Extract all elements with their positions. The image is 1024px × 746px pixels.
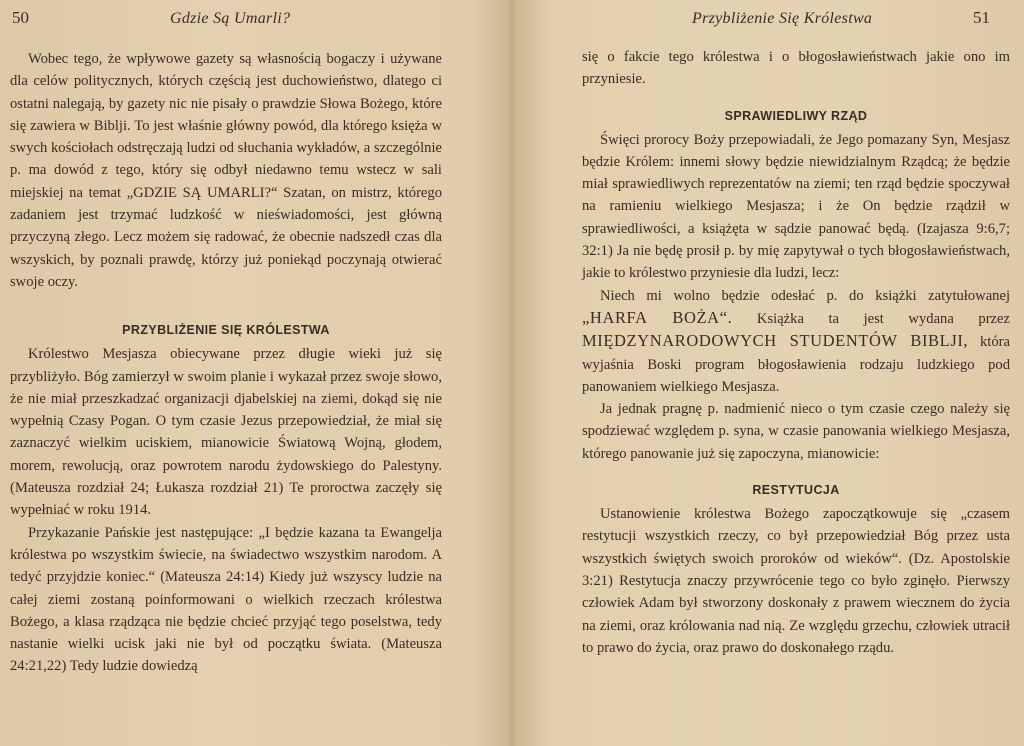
left-page-header bbox=[10, 0, 442, 36]
running-title: Przybliżenie Się Królestwa bbox=[692, 10, 873, 27]
right-page bbox=[524, 0, 1024, 746]
page-number: 50 bbox=[12, 8, 29, 27]
page-number: 51 bbox=[973, 8, 990, 27]
running-title: Gdzie Są Umarli? bbox=[170, 10, 291, 27]
paragraph: Wobec tego, że wpływowe gazety są własnością bogaczy i używane dla celów politycznych, których częścią jest duchowieństwo, dlatego ci ostatni nalegają, by gazety nic nie pisały o prawdzie Słowa Bożego, które się zawiera w Biblji. To jest właśnie główny powód, dla którego księża w swych kościołach odstręczają ludzi od słuchania wykładów, a szczególnie p. ma dowód z tego, który się odbył niedawno temu wstecz w sali miejskiej na temat „GDZIE SĄ UMARLI?“ Szatan, on mistrz, którego zadaniem jest trzymać ludzkość w nieświadomości, jest główną przyczyną złego. Lecz możem się radować, że obecnie nadszedł czas dla wszyskich, by poznali prawdę, którzy już poniekąd poczynają otwierać swoje oczy. bbox=[10, 51, 442, 290]
paragraph: Królestwo Mesjasza obiecywane przez długie wieki już się przybliżyło. Bóg zamierzył w swoim planie i wykazał przez swoje słowo, że nie miał przeszkadzać organizacji djabelskiej na ziemi, dokąd się nie wypełnią Czasy Pogan. O tym czasie Jezus przepowiedział, że miał się zaznaczyć wielkim uciskiem, mianowicie Światową Wojną, głodem, morem, rewolucją, oraz powrotem narodu żydowskiego do Palestyny. (Mateusza rozdział 24; Łukasza rozdział 21) Te proroctwa zaczęły się wypełniać w roku 1914. bbox=[10, 346, 442, 519]
section-heading: PRZYBLIŻENIE SIĘ KRÓLESTWA bbox=[122, 323, 330, 338]
paragraph: Ja jednak pragnę p. nadmienić nieco o tym czasie czego należy się spodziewać względem p. syna, w czasie panowania wielkiego Mesjasza, którego panowanie już się zapoczyna, mianowicie: bbox=[582, 401, 1010, 462]
section-heading: SPRAWIEDLIWY RZĄD bbox=[724, 108, 868, 123]
right-page-body bbox=[582, 46, 1010, 659]
left-page-body bbox=[10, 48, 442, 678]
publisher-name: MIĘDZYNARODOWYCH STUDENTÓW BIBLJI, bbox=[582, 331, 969, 351]
paragraph: Przykazanie Pańskie jest następujące: „I będzie kazana ta Ewangelja królestwa po wszystkim świecie, na świadectwo wszystkim narodom. A tedyć przyjdzie koniec.“ (Mateusza 24:14) Kiedy już wszyscy ludzie na całej ziemi zostaną poinformowani o wielkich rzeczach królestwa Bożego, a klasa rządząca nie będzie chcieć przyjąć tego poselstwa, tedy nastanie wielki ucisk jaki nie był od początku świata. (Mateusza 24:21,22) Tedy ludzie dowiedzą bbox=[10, 524, 442, 675]
text-run: która wyjaśnia Boski program błogosławienia rodzaju ludzkiego pod panowaniem wielkiego Mesjasza. bbox=[582, 334, 1010, 395]
right-page-header bbox=[582, 0, 1010, 36]
section-heading: RESTYTUCJA bbox=[752, 483, 840, 498]
paragraph: Święci prorocy Boży przepowiadali, że Jego pomazany Syn, Mesjasz będzie Królem: innemi słowy będzie niewidzialnym Rządcą; że będzie miał sprawiedliwych reprezentatów na ziemi; ten rząd będzie spoczywał na ramieniu wielkiego Mesjasza; i że On będzie rządził w sprawiedliwości, a książęta w sądzie panować będą. (Izajasza 9:6,7; 32:1) Ja nie będę prosił p. by mię zapytywał o tych błogosławieństwach, jakie to królestwo przyniesie dla ludzi, lecz: bbox=[582, 131, 1010, 282]
left-page bbox=[0, 0, 500, 746]
paragraph: się o fakcie tego królestwa i o błogosławieństwach jakie ono im przyniesie. bbox=[582, 49, 1010, 88]
text-run: Książka ta jest wydana przez bbox=[732, 310, 1010, 327]
paragraph: Ustanowienie królestwa Bożego zapoczątkowuje się „czasem restytucji wszystkich rzeczy, co był przepowiedział Bóg przez usta wszystkich świętych swoich proroków od wieków“. (Dz. Apostolskie 3:21) Restytucja znaczy przywrócenie tego co było zginęło. Pierwszy człowiek Adam był stworzony doskonały z prawem wiecznem do życia na ziemi, oraz królowania nad nią. Ze względu grzechu, człowiek utracił to prawo do życia, oraz prawo do doskonałego rządu. bbox=[582, 506, 1010, 656]
paragraph bbox=[582, 285, 1010, 398]
text-run: Niech mi wolno będzie odesłać p. do książki zatytułowanej bbox=[600, 287, 1010, 304]
book-title: „HARFA BOŻA“. bbox=[582, 307, 733, 327]
